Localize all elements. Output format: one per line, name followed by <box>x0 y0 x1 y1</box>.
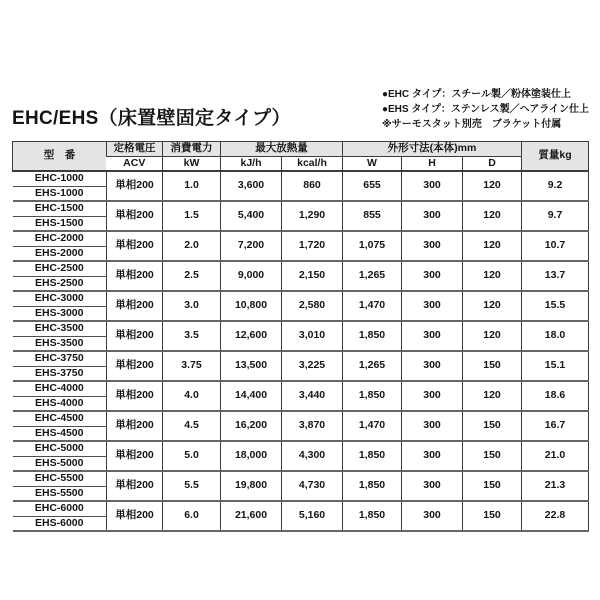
header-weight: 質量kg <box>522 142 589 172</box>
spec-row-ehc <box>13 411 589 426</box>
model-cell-ehs: EHS-4000 <box>13 396 107 411</box>
spec-cell-kw: 5.5 <box>163 471 221 501</box>
model-cell-ehc: EHC-4500 <box>13 411 107 426</box>
spec-cell-kw: 5.0 <box>163 441 221 471</box>
spec-cell-voltage: 単相200 <box>107 351 163 381</box>
spec-row-ehc <box>13 441 589 456</box>
spec-cell-height: 300 <box>402 411 463 441</box>
spec-cell-kjh: 18,000 <box>221 441 282 471</box>
spec-cell-weight: 15.1 <box>522 351 589 381</box>
spec-row-ehc <box>13 321 589 336</box>
spec-cell-width: 855 <box>343 201 402 231</box>
spec-cell-kcalh: 1,720 <box>282 231 343 261</box>
spec-cell-height: 300 <box>402 351 463 381</box>
spec-cell-height: 300 <box>402 501 463 531</box>
model-cell-ehs: EHS-1500 <box>13 216 107 231</box>
model-cell-ehs: EHS-3500 <box>13 336 107 351</box>
spec-cell-voltage: 単相200 <box>107 321 163 351</box>
spec-cell-kw: 4.5 <box>163 411 221 441</box>
spec-cell-kcalh: 3,225 <box>282 351 343 381</box>
spec-cell-height: 300 <box>402 381 463 411</box>
spec-cell-depth: 120 <box>463 291 522 321</box>
note-thermostat: ※サーモスタット別売 ブラケット付属 <box>381 119 562 130</box>
spec-cell-weight: 16.7 <box>522 411 589 441</box>
spec-cell-width: 1,265 <box>343 351 402 381</box>
spec-cell-voltage: 単相200 <box>107 471 163 501</box>
spec-cell-kjh: 7,200 <box>221 231 282 261</box>
header-outer-dimensions: 外形寸法(本体)mm <box>343 142 522 157</box>
spec-cell-kjh: 12,600 <box>221 321 282 351</box>
model-cell-ehc: EHC-5500 <box>13 471 107 486</box>
spec-cell-width: 1,075 <box>343 231 402 261</box>
spec-row-ehc <box>13 231 589 246</box>
spec-cell-depth: 150 <box>463 411 522 441</box>
spec-cell-width: 1,850 <box>343 321 402 351</box>
spec-cell-kjh: 14,400 <box>221 381 282 411</box>
spec-cell-kw: 6.0 <box>163 501 221 531</box>
spec-cell-height: 300 <box>402 231 463 261</box>
model-cell-ehc: EHC-2500 <box>13 261 107 276</box>
spec-cell-kcalh: 4,300 <box>282 441 343 471</box>
model-cell-ehc: EHC-1000 <box>13 171 107 186</box>
spec-cell-kw: 1.0 <box>163 171 221 201</box>
model-cell-ehc: EHC-3000 <box>13 291 107 306</box>
model-cell-ehc: EHC-6000 <box>13 501 107 516</box>
spec-cell-weight: 9.2 <box>522 171 589 201</box>
model-cell-ehc: EHC-3750 <box>13 351 107 366</box>
header-dim-w: W <box>343 156 402 171</box>
spec-cell-kcalh: 1,290 <box>282 201 343 231</box>
header-power-consumption: 消費電力 <box>163 142 221 157</box>
model-cell-ehs: EHS-4500 <box>13 426 107 441</box>
spec-cell-width: 1,850 <box>343 381 402 411</box>
spec-cell-height: 300 <box>402 261 463 291</box>
spec-cell-kjh: 21,600 <box>221 501 282 531</box>
spec-cell-voltage: 単相200 <box>107 441 163 471</box>
spec-cell-depth: 150 <box>463 351 522 381</box>
header-dim-h: H <box>402 156 463 171</box>
model-cell-ehc: EHC-1500 <box>13 201 107 216</box>
model-cell-ehs: EHS-5500 <box>13 486 107 501</box>
product-notes <box>382 87 589 132</box>
model-cell-ehs: EHS-1000 <box>13 186 107 201</box>
spec-row-ehc <box>13 261 589 276</box>
spec-cell-depth: 120 <box>463 201 522 231</box>
spec-cell-kcalh: 860 <box>282 171 343 201</box>
spec-cell-width: 1,470 <box>343 411 402 441</box>
spec-cell-weight: 13.7 <box>522 261 589 291</box>
spec-cell-voltage: 単相200 <box>107 171 163 201</box>
model-cell-ehs: EHS-6000 <box>13 516 107 531</box>
spec-cell-kw: 1.5 <box>163 201 221 231</box>
spec-cell-kw: 3.0 <box>163 291 221 321</box>
spec-cell-weight: 15.5 <box>522 291 589 321</box>
spec-cell-kcalh: 3,010 <box>282 321 343 351</box>
spec-row-ehc <box>13 501 589 516</box>
spec-row-ehc <box>13 351 589 366</box>
spec-cell-height: 300 <box>402 291 463 321</box>
spec-cell-voltage: 単相200 <box>107 291 163 321</box>
model-cell-ehc: EHC-3500 <box>13 321 107 336</box>
spec-row-ehc <box>13 201 589 216</box>
spec-cell-kw: 2.0 <box>163 231 221 261</box>
note-ehc-type: ●EHC タイプ：スチール製／粉体塗装仕上 <box>381 89 572 100</box>
spec-cell-kcalh: 2,150 <box>282 261 343 291</box>
spec-cell-kcalh: 2,580 <box>282 291 343 321</box>
model-cell-ehc: EHC-2000 <box>13 231 107 246</box>
spec-cell-depth: 120 <box>463 231 522 261</box>
spec-cell-kw: 4.0 <box>163 381 221 411</box>
header-unit-kcalh: kcal/h <box>282 156 343 171</box>
spec-cell-height: 300 <box>402 441 463 471</box>
model-cell-ehs: EHS-2000 <box>13 246 107 261</box>
spec-cell-kcalh: 5,160 <box>282 501 343 531</box>
spec-cell-depth: 120 <box>463 321 522 351</box>
header-rated-voltage: 定格電圧 <box>107 142 163 157</box>
spec-cell-kcalh: 4,730 <box>282 471 343 501</box>
spec-cell-kjh: 13,500 <box>221 351 282 381</box>
model-cell-ehc: EHC-5000 <box>13 441 107 456</box>
spec-row-ehc <box>13 381 589 396</box>
spec-cell-width: 1,265 <box>343 261 402 291</box>
spec-cell-height: 300 <box>402 471 463 501</box>
header-model: 型 番 <box>13 142 107 172</box>
spec-cell-weight: 10.7 <box>522 231 589 261</box>
spec-cell-voltage: 単相200 <box>107 411 163 441</box>
header-max-heat-output: 最大放熱量 <box>221 142 343 157</box>
spec-cell-width: 1,470 <box>343 291 402 321</box>
header-unit-acv: ACV <box>107 156 163 171</box>
spec-cell-depth: 150 <box>463 471 522 501</box>
header-unit-kw: kW <box>163 156 221 171</box>
spec-cell-weight: 22.8 <box>522 501 589 531</box>
header-dim-d: D <box>463 156 522 171</box>
model-cell-ehs: EHS-3750 <box>13 366 107 381</box>
model-cell-ehc: EHC-4000 <box>13 381 107 396</box>
spec-cell-height: 300 <box>402 171 463 201</box>
spec-cell-voltage: 単相200 <box>107 381 163 411</box>
note-ehs-type: ●EHS タイプ：ステンレス製／ヘアライン仕上 <box>381 104 589 115</box>
spec-row-ehc <box>13 291 589 306</box>
spec-cell-kcalh: 3,870 <box>282 411 343 441</box>
spec-cell-kjh: 19,800 <box>221 471 282 501</box>
spec-cell-voltage: 単相200 <box>107 231 163 261</box>
spec-cell-weight: 21.0 <box>522 441 589 471</box>
spec-cell-kw: 3.5 <box>163 321 221 351</box>
spec-row-ehc <box>13 471 589 486</box>
spec-table <box>12 141 589 532</box>
spec-cell-voltage: 単相200 <box>107 501 163 531</box>
spec-cell-weight: 9.7 <box>522 201 589 231</box>
spec-cell-depth: 120 <box>463 261 522 291</box>
spec-cell-weight: 18.6 <box>522 381 589 411</box>
spec-cell-height: 300 <box>402 321 463 351</box>
spec-cell-kw: 3.75 <box>163 351 221 381</box>
spec-cell-depth: 150 <box>463 501 522 531</box>
spec-cell-width: 1,850 <box>343 471 402 501</box>
spec-cell-depth: 120 <box>463 381 522 411</box>
spec-cell-weight: 18.0 <box>522 321 589 351</box>
model-cell-ehs: EHS-2500 <box>13 276 107 291</box>
spec-cell-kcalh: 3,440 <box>282 381 343 411</box>
spec-cell-kjh: 16,200 <box>221 411 282 441</box>
header-unit-kjh: kJ/h <box>221 156 282 171</box>
spec-cell-depth: 120 <box>463 171 522 201</box>
spec-row-ehc <box>13 171 589 186</box>
model-cell-ehs: EHS-3000 <box>13 306 107 321</box>
spec-cell-kw: 2.5 <box>163 261 221 291</box>
spec-cell-kjh: 9,000 <box>221 261 282 291</box>
spec-cell-height: 300 <box>402 201 463 231</box>
spec-cell-depth: 150 <box>463 441 522 471</box>
spec-cell-kjh: 5,400 <box>221 201 282 231</box>
spec-cell-voltage: 単相200 <box>107 261 163 291</box>
spec-cell-kjh: 10,800 <box>221 291 282 321</box>
spec-cell-weight: 21.3 <box>522 471 589 501</box>
spec-cell-kjh: 3,600 <box>221 171 282 201</box>
spec-cell-width: 1,850 <box>343 441 402 471</box>
page-title: EHC/EHS（床置壁固定タイプ） <box>12 108 291 129</box>
spec-cell-voltage: 単相200 <box>107 201 163 231</box>
spec-cell-width: 655 <box>343 171 402 201</box>
spec-cell-width: 1,850 <box>343 501 402 531</box>
model-cell-ehs: EHS-5000 <box>13 456 107 471</box>
